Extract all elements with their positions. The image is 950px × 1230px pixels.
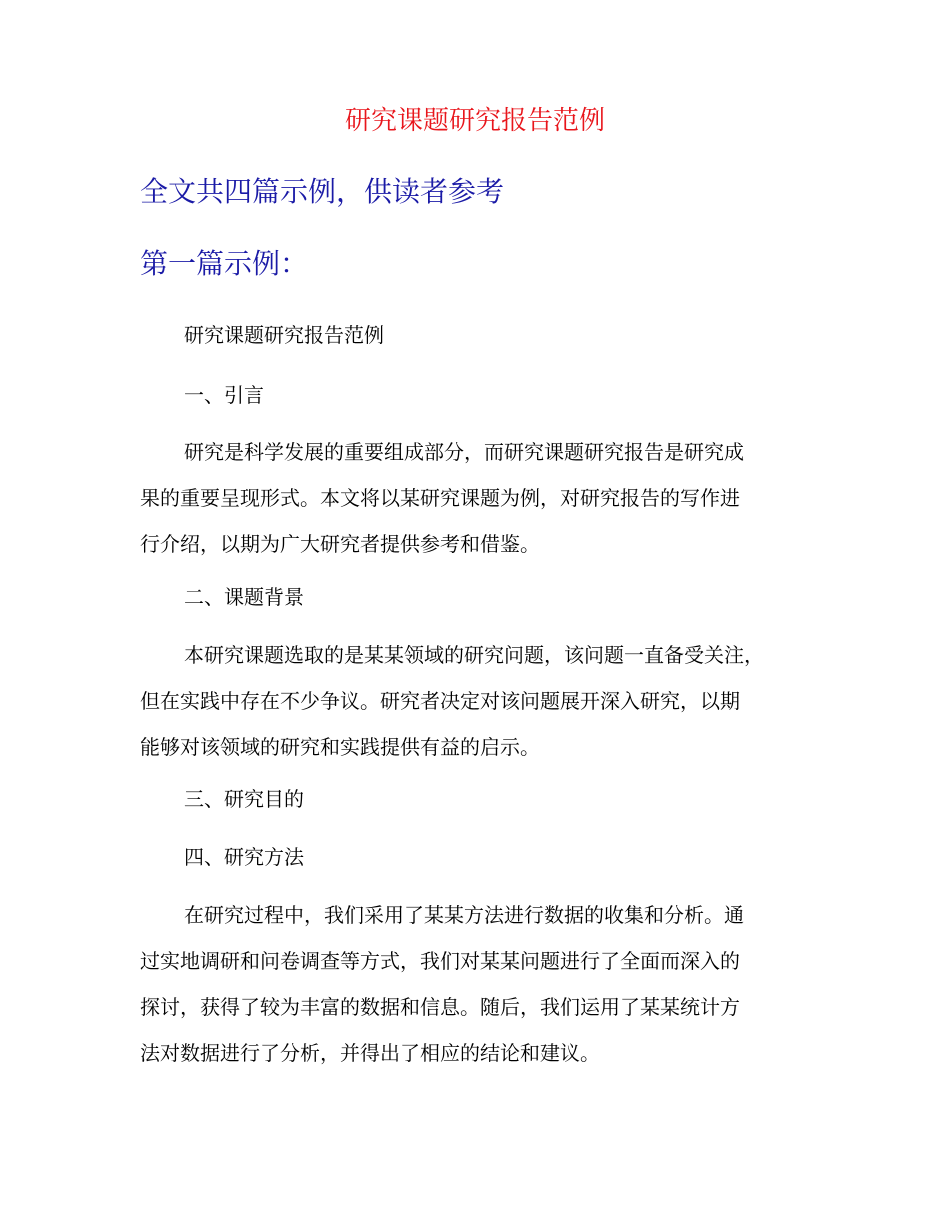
paragraph-line: 能够对该领域的研究和实践提供有益的启示。: [140, 735, 540, 759]
paragraph-line: 研究是科学发展的重要组成部分，而研究课题研究报告是研究成: [184, 440, 744, 464]
paragraph-method: [140, 900, 830, 1088]
paragraph-line: 行介绍，以期为广大研究者提供参考和借鉴。: [140, 532, 540, 556]
paragraph-line: 在研究过程中，我们采用了某某方法进行数据的收集和分析。通: [184, 903, 744, 927]
paragraph-introduction: [140, 437, 830, 579]
paragraph-line: 二、课题背景: [184, 585, 304, 609]
section-heading-method: [140, 842, 830, 892]
paragraph-report-title: [140, 320, 830, 370]
section-heading-background: [140, 582, 830, 632]
section-heading-purpose: [140, 784, 830, 834]
paragraph-line: 三、研究目的: [184, 787, 304, 811]
paragraph-line: 本研究课题选取的是某某领域的研究问题，该问题一直备受关注，: [184, 643, 764, 667]
paragraph-line: 四、研究方法: [184, 845, 304, 869]
paragraph-line: 过实地调研和问卷调查等方式，我们对某某问题进行了全面而深入的: [140, 949, 740, 973]
paragraph-line: 探讨，获得了较为丰富的数据和信息。随后，我们运用了某某统计方: [140, 995, 740, 1019]
intro-line: 全文共四篇示例，供读者参考: [140, 175, 505, 208]
example-heading: 第一篇示例：: [140, 247, 309, 280]
paragraph-background: [140, 640, 830, 782]
paragraph-line: 法对数据进行了分析，并得出了相应的结论和建议。: [140, 1041, 600, 1065]
paragraph-line: 果的重要呈现形式。本文将以某研究课题为例，对研究报告的写作进: [140, 486, 740, 510]
paragraph-line: 研究课题研究报告范例: [184, 323, 384, 347]
document-title: 研究课题研究报告范例: [344, 106, 605, 136]
section-heading-introduction: [140, 380, 830, 430]
paragraph-line: 一、引言: [184, 383, 264, 407]
paragraph-line: 但在实践中存在不少争议。研究者决定对该问题展开深入研究，以期: [140, 689, 740, 713]
